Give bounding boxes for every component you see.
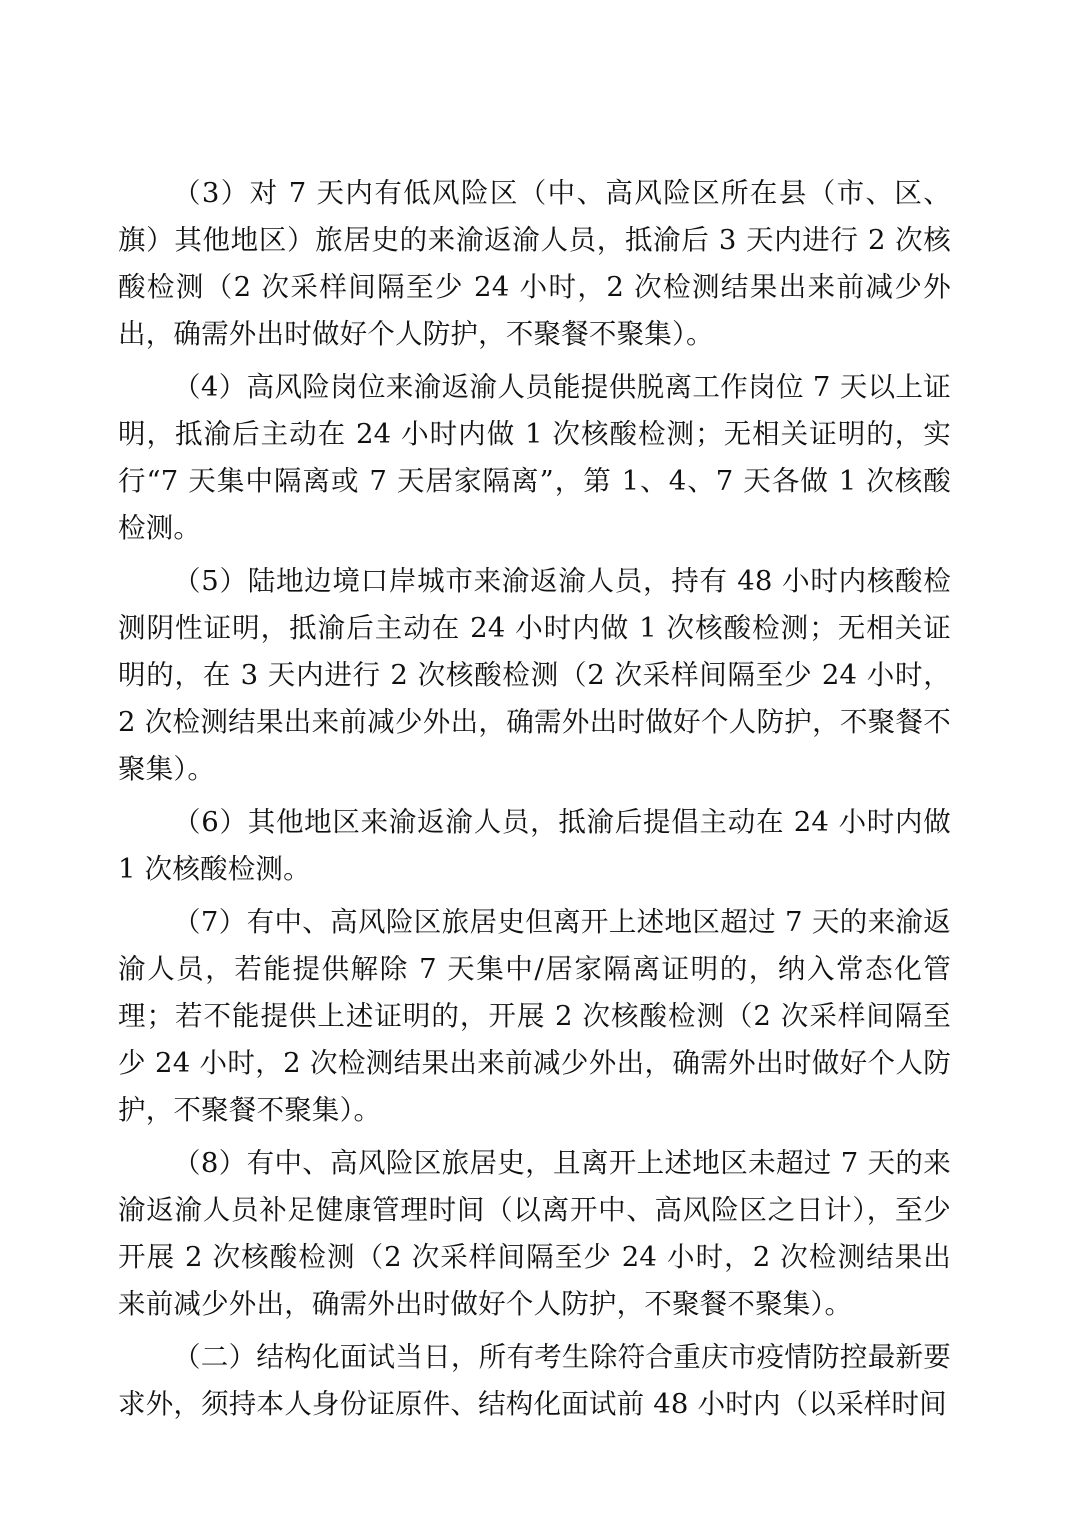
document-body [118,170,951,1428]
paragraph-item-8: （8）有中、高风险区旅居史，且离开上述地区未超过 7 天的来渝返渝人员补足健康管理时间（以离开中、高风险区之日计），至少开展 2 次核酸检测（2 次采样间隔至少 24 小时，2 次检测结果出来前减少外出，确需外出时做好个人防护，不聚餐不聚集）。 [118,1147,951,1320]
paragraph-item-5: （5）陆地边境口岸城市来渝返渝人员，持有 48 小时内核酸检测阴性证明，抵渝后主动在 24 小时内做 1 次核酸检测；无相关证明的，在 3 天内进行 2 次核酸检测（2 次采样间隔至少 24 小时，2 次检测结果出来前减少外出，确需外出时做好个人防护，不聚餐不聚集）。 [118,565,951,785]
paragraph-item-3: （3）对 7 天内有低风险区（中、高风险区所在县（市、区、旗）其他地区）旅居史的来渝返渝人员，抵渝后 3 天内进行 2 次核酸检测（2 次采样间隔至少 24 小时，2 次检测结果出来前减少外出，确需外出时做好个人防护，不聚餐不聚集）。 [118,177,951,350]
paragraph-item-7: （7）有中、高风险区旅居史但离开上述地区超过 7 天的来渝返渝人员，若能提供解除 7 天集中/居家隔离证明的，纳入常态化管理；若不能提供上述证明的，开展 2 次核酸检测（2 次采样间隔至少 24 小时，2 次检测结果出来前减少外出，确需外出时做好个人防护，不聚餐不聚集）。 [118,906,951,1126]
paragraph-item-4: （4）高风险岗位来渝返渝人员能提供脱离工作岗位 7 天以上证明，抵渝后主动在 24 小时内做 1 次核酸检测；无相关证明的，实行“7 天集中隔离或 7 天居家隔离”，第 1、4、7 天各做 1 次核酸检测。 [118,371,951,544]
paragraph-item-6: （6）其他地区来渝返渝人员，抵渝后提倡主动在 24 小时内做 1 次核酸检测。 [118,806,951,885]
paragraph-section-2: （二）结构化面试当日，所有考生除符合重庆市疫情防控最新要求外，须持本人身份证原件、结构化面试前 48 小时内（以采样时间 [118,1341,951,1420]
